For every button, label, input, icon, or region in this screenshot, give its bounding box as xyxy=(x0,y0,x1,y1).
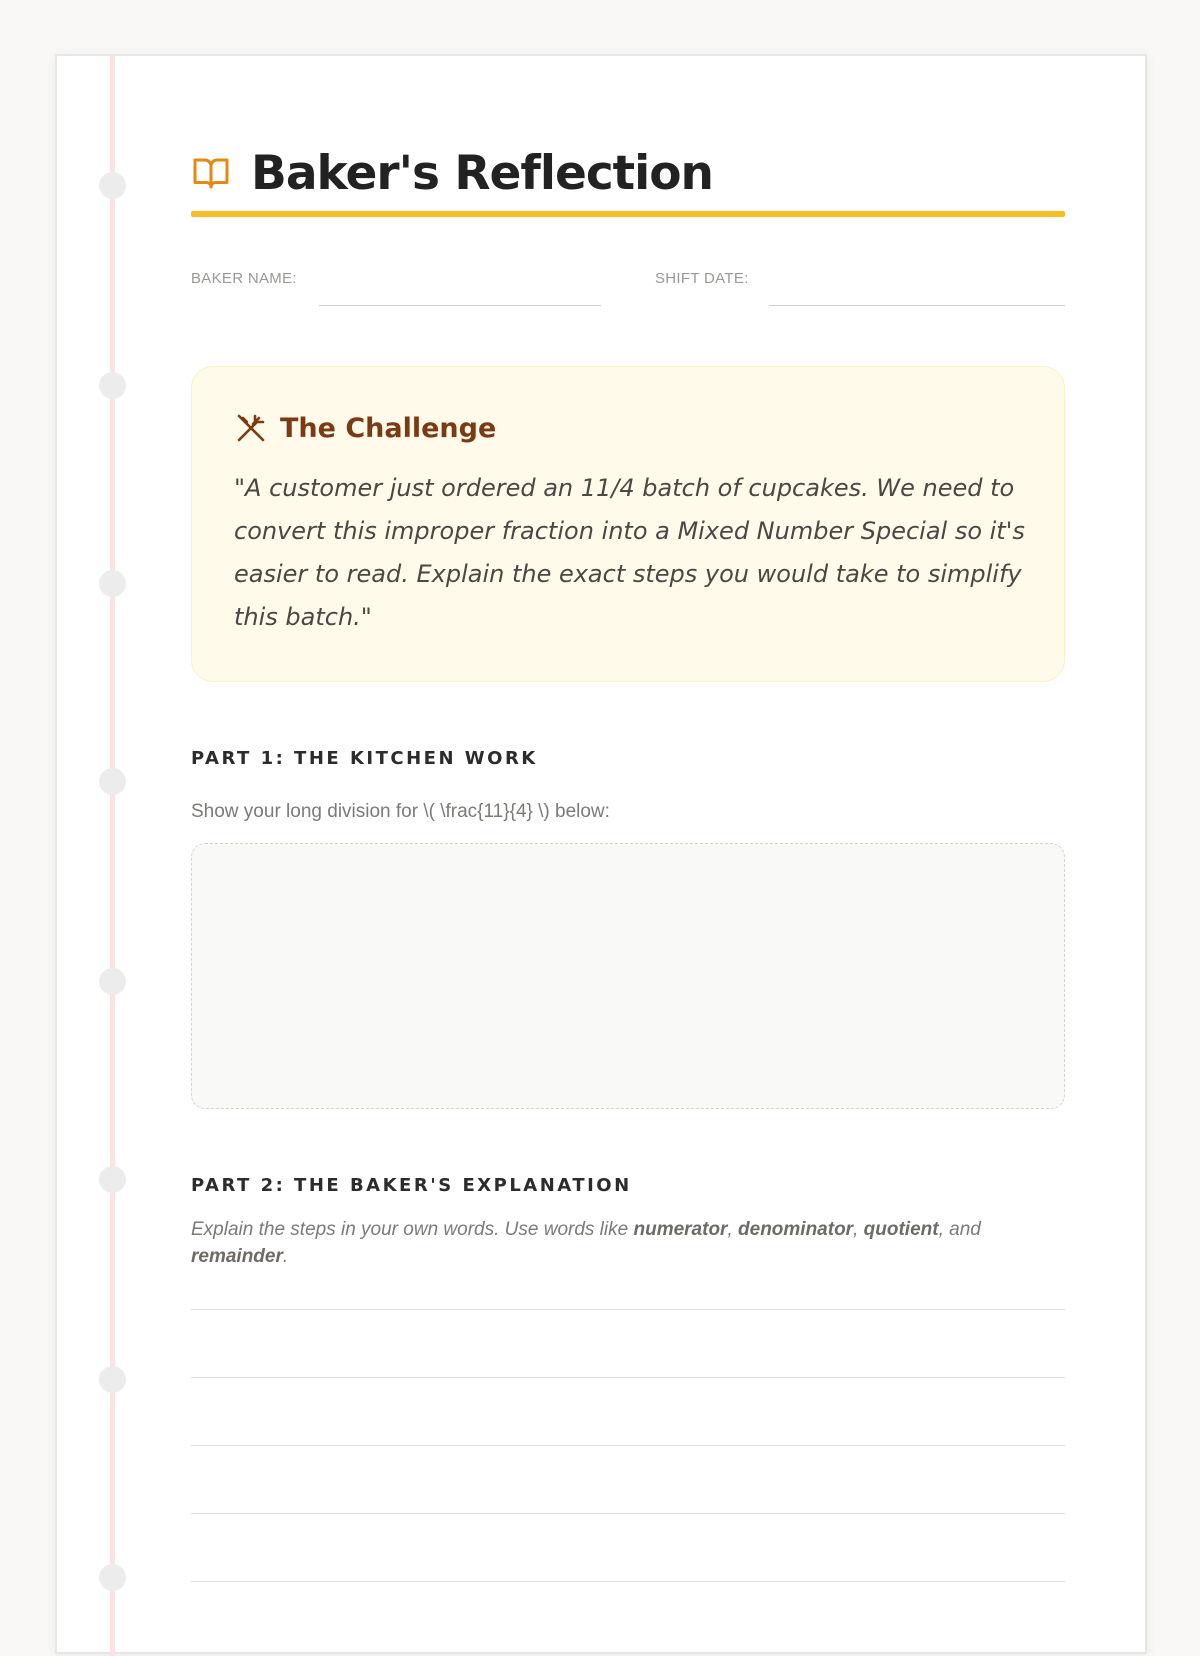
info-fields xyxy=(191,270,1065,310)
binder-hole xyxy=(99,570,126,597)
challenge-header xyxy=(234,411,496,445)
page-header xyxy=(191,138,713,208)
part1-instruction: Show your long division for \( \frac{11}{4} \) below: xyxy=(191,801,610,822)
page-title: Baker's Reflection xyxy=(251,145,714,201)
part2-instruction xyxy=(191,1216,1031,1270)
part2-title: PART 2: THE BAKER'S EXPLANATION xyxy=(191,1175,632,1196)
worksheet-page xyxy=(55,54,1147,1654)
term-denominator: denominator xyxy=(738,1219,854,1240)
instruction-end: . xyxy=(282,1246,289,1267)
binder-hole xyxy=(99,372,126,399)
shift-date-field[interactable] xyxy=(769,305,1065,306)
book-open-icon xyxy=(191,153,231,193)
writing-line[interactable] xyxy=(191,1445,1065,1446)
challenge-card xyxy=(191,366,1065,682)
binder-hole xyxy=(99,768,126,795)
utensils-crossed-icon xyxy=(234,411,268,445)
term-remainder: remainder xyxy=(191,1246,283,1267)
writing-line[interactable] xyxy=(191,1513,1065,1514)
challenge-title: The Challenge xyxy=(280,412,497,444)
baker-name-field[interactable] xyxy=(319,305,601,306)
separator: , and xyxy=(938,1219,981,1240)
challenge-prompt: "A customer just ordered an 11/4 batch of cupcakes. We need to convert this improper fraction into a Mixed Number Special so it's easier to read. Explain the exact steps you would take to simplify this batch." xyxy=(234,474,1025,631)
baker-name-label: BAKER NAME: xyxy=(191,270,297,287)
writing-line[interactable] xyxy=(191,1309,1065,1310)
margin-line xyxy=(110,56,115,1656)
separator: , xyxy=(727,1219,739,1240)
writing-line[interactable] xyxy=(191,1377,1065,1378)
writing-line[interactable] xyxy=(191,1581,1065,1582)
term-quotient: quotient xyxy=(863,1219,939,1240)
shift-date-label: SHIFT DATE: xyxy=(655,270,749,287)
binder-hole xyxy=(99,1564,126,1591)
binder-hole xyxy=(99,1166,126,1193)
part1-title: PART 1: THE KITCHEN WORK xyxy=(191,748,538,769)
binder-hole xyxy=(99,1366,126,1393)
instruction-lead: Explain the steps in your own words. Use words like xyxy=(191,1219,634,1240)
binder-hole xyxy=(99,172,126,199)
title-underline xyxy=(191,211,1065,217)
binder-hole xyxy=(99,968,126,995)
term-numerator: numerator xyxy=(633,1219,728,1240)
long-division-work-area[interactable] xyxy=(191,843,1065,1109)
separator: , xyxy=(853,1219,864,1240)
